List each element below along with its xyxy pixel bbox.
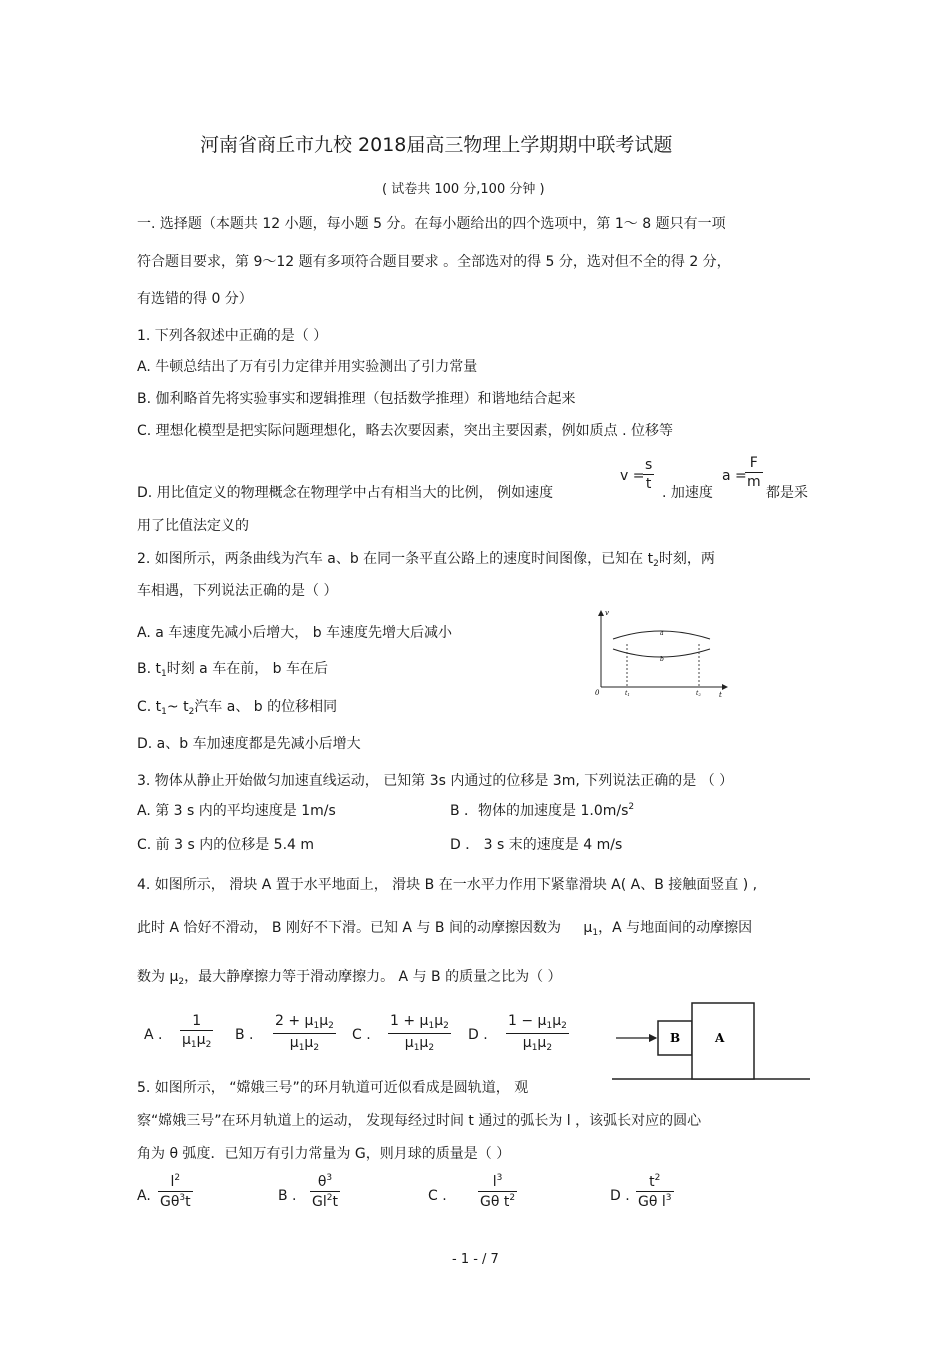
graph-t1-t: t (625, 690, 628, 697)
q5-c-num: l (492, 1174, 497, 1190)
q3-option-b-text: B ．物体的加速度是 1.0m/s (450, 803, 629, 819)
q4-stem-line-3-pre: 数为 (137, 969, 165, 985)
graph-curve-a-label: a (660, 630, 664, 637)
q4-b-den-sub2: 2 (313, 1043, 320, 1053)
q4-option-a-label: A . (144, 1027, 163, 1043)
q5-option-d-numerator (636, 1174, 674, 1191)
q2-stem-line-1 (137, 548, 715, 569)
q4-block-diagram (600, 995, 820, 1085)
q4-stem-line-2-post: ，A 与地面间的动摩擦因 (598, 920, 753, 936)
q4-c-den-mu2: μ (419, 1035, 429, 1051)
section-instruction-line-1: 一. 选择题（本题共 12 小题，每小题 5 分。在每小题给出的四个选项中，第 1～ 8 题只有一项 (137, 216, 726, 232)
q1-acceleration-lhs: a = (722, 468, 747, 484)
q4-option-c-fraction (388, 1014, 451, 1053)
q5-c-den-sup: 2 (509, 1193, 516, 1203)
q4-a-den-mu2: μ (196, 1032, 206, 1048)
q5-option-b-numerator (310, 1174, 340, 1191)
q2-option-b-subscript: 1 (161, 669, 167, 679)
page-title: 河南省商丘市九校 2018届高三物理上学期期中联考试题 (200, 134, 673, 156)
q1-acceleration-numerator: F (749, 455, 758, 471)
q1-option-d-part2: . 加速度 (662, 485, 713, 501)
q5-option-b-label: B . (278, 1188, 297, 1204)
q1-option-d-part3: 都是采 (766, 485, 808, 501)
q2-stem-t2-subscript: 2 (653, 559, 659, 569)
q2-option-c (137, 696, 337, 717)
q2-option-c-subscript-1: 1 (161, 707, 167, 717)
section-instruction-line-2: 符合题目要求，第 9～12 题有多项符合题目要求 。全部选对的得 5 分，选对但不全的得 2 分， (137, 254, 731, 270)
q4-stem-line-1: 4. 如图所示， 滑块 A 置于水平地面上， 滑块 B 在一水平力作用下紧靠滑块 A( A、B 接触面竖直 ) , (137, 877, 758, 893)
q2-option-d: D. a、b 车加速度都是先减小后增大 (137, 736, 361, 752)
q4-option-c-denominator (388, 1033, 451, 1053)
q4-d-num-sub2: 2 (561, 1021, 567, 1031)
q5-d-num-sup: 2 (654, 1173, 661, 1183)
q4-a-den-mu1: μ (182, 1032, 191, 1048)
q4-c-den-mu1: μ (404, 1035, 414, 1051)
q2-option-b (137, 658, 328, 679)
q2-option-c-mid: ~ t (166, 699, 189, 715)
q5-d-num: t (649, 1174, 655, 1190)
q5-option-c-label: C . (428, 1188, 447, 1204)
q5-a-num: l (170, 1174, 175, 1190)
page-subtitle: ( 试卷共 100 分,100 分钟 ) (382, 182, 545, 197)
q4-stem-line-2-pre: 此时 A 恰好不滑动， B 刚好不下滑。已知 A 与 B 间的动摩擦因数为 (137, 920, 561, 936)
graph-t1-sub: 1 (627, 692, 630, 697)
graph-origin-label: 0 (595, 689, 600, 697)
q5-b-den-post: t (332, 1194, 338, 1210)
q4-stem-line-3-post: ，最大静摩擦力等于滑动摩擦力。 A 与 B 的质量之比为（ ） (184, 969, 562, 985)
q1-option-a: A. 牛顿总结出了万有引力定律并用实验测出了引力常量 (137, 359, 478, 375)
q2-velocity-time-graph (585, 605, 735, 700)
q3-stem: 3. 物体从静止开始做匀加速直线运动， 已知第 3s 内通过的位移是 3m, 下列说法正确的是 （ ） (137, 773, 734, 789)
q5-b-num-sup: 3 (326, 1173, 333, 1183)
block-b-label: B (670, 1031, 681, 1045)
q4-c-den-sub1: 1 (413, 1043, 420, 1053)
page-number: - 1 - / 7 (452, 1252, 499, 1267)
q4-d-num-sub1: 1 (546, 1021, 553, 1031)
graph-t2-t: t (696, 690, 699, 697)
q4-b-num-mu2: μ (319, 1013, 329, 1029)
q3-option-d: D ． 3 s 末的速度是 4 m/s (450, 837, 623, 853)
graph-v-label: v (605, 609, 609, 617)
q4-d-den-mu1: μ (522, 1035, 532, 1051)
q4-option-b-fraction (273, 1014, 336, 1053)
q1-option-d-line2: 用了比值法定义的 (137, 518, 249, 534)
q5-a-den-post: t (185, 1194, 191, 1210)
q1-velocity-lhs: v = (620, 468, 645, 484)
q4-b-num-sub1: 1 (313, 1021, 320, 1031)
q5-option-a-label: A. (137, 1188, 151, 1204)
q4-option-b-numerator (273, 1014, 336, 1033)
q4-mu1-subscript: 1 (592, 928, 599, 938)
graph-t2-label (696, 690, 701, 697)
q5-option-c-numerator (478, 1174, 517, 1191)
q1-stem: 1. 下列各叙述中正确的是（ ） (137, 328, 328, 344)
q4-option-d-fraction (506, 1014, 569, 1053)
q2-option-b-pre: B. t (137, 661, 161, 677)
q1-acceleration-denominator: m (747, 474, 761, 490)
q4-b-den-mu1: μ (289, 1035, 299, 1051)
q3-option-b-superscript: 2 (628, 802, 635, 812)
q5-option-c-denominator (478, 1191, 517, 1209)
q5-option-d-label: D . (610, 1188, 630, 1204)
q4-b-num-sub2: 2 (328, 1021, 334, 1031)
q4-d-num-mu2: μ (552, 1013, 562, 1029)
graph-t1-label (625, 690, 630, 697)
q1-velocity-numerator: s (645, 457, 653, 473)
block-a-label: A (715, 1031, 725, 1045)
q4-c-num-mu2: μ (434, 1013, 444, 1029)
q5-option-c-fraction (478, 1174, 517, 1209)
q1-velocity-fraction (643, 458, 654, 491)
q5-d-den-sup: 3 (665, 1193, 672, 1203)
q4-b-den-mu2: μ (304, 1035, 314, 1051)
q5-d-den-pre: Gθ l (638, 1194, 666, 1210)
q4-mu2-subscript: 2 (178, 977, 185, 987)
q1-option-c: C. 理想化模型是把实际问题理想化，略去次要因素，突出主要因素，例如质点 . 位移等 (137, 423, 674, 439)
q5-b-num: θ (317, 1174, 327, 1190)
q4-option-b-label: B . (235, 1027, 254, 1043)
q4-c-num-sub2: 2 (443, 1021, 449, 1031)
q4-option-a-fraction (180, 1014, 213, 1050)
q4-a-den-sub2: 2 (205, 1040, 212, 1050)
q4-option-a-numerator: 1 (192, 1013, 202, 1029)
q4-stem-line-3 (137, 966, 562, 987)
q4-c-num-text: 1 + μ (390, 1013, 429, 1029)
q4-stem-line-2 (137, 917, 752, 938)
graph-t-label: t (719, 691, 722, 699)
q5-option-d-fraction (636, 1174, 674, 1209)
q1-option-b: B. 伽利略首先将实验事实和逻辑推理（包括数学推理）和谐地结合起来 (137, 391, 576, 407)
graph-t2-sub: 2 (698, 692, 701, 697)
q5-option-b-denominator (310, 1191, 340, 1209)
q4-option-d-numerator (506, 1014, 569, 1033)
q1-option-d-part1: D. 用比值定义的物理概念在物理学中占有相当大的比例， 例如速度 (137, 485, 554, 501)
q2-option-c-post: 汽车 a、 b 的位移相同 (194, 699, 338, 715)
q2-stem-line-2: 车相遇，下列说法正确的是（ ） (137, 583, 338, 599)
q2-option-c-pre: C. t (137, 699, 162, 715)
q3-option-c: C. 前 3 s 内的位移是 5.4 m (137, 837, 315, 853)
q4-b-den-sub1: 1 (298, 1043, 305, 1053)
q4-mu2-symbol: μ (169, 969, 179, 985)
q2-stem-line-1-text: 2. 如图所示，两条曲线为汽车 a、b 在同一条平直公路上的速度时间图像，已知在 t (137, 551, 654, 567)
q5-b-den-pre: Gl (312, 1194, 327, 1210)
q4-d-den-sub1: 1 (531, 1043, 538, 1053)
q4-c-num-sub1: 1 (428, 1021, 435, 1031)
q4-a-den-sub1: 1 (190, 1040, 197, 1050)
q4-mu1 (583, 920, 598, 936)
q5-option-b-fraction (310, 1174, 340, 1209)
q1-velocity-denominator: t (643, 474, 654, 491)
q4-option-c-numerator (388, 1014, 451, 1033)
q5-option-a-denominator (158, 1191, 193, 1209)
q5-a-den-sup: 3 (179, 1193, 186, 1203)
q5-a-den-pre: Gθ (160, 1194, 180, 1210)
q4-mu2 (169, 969, 184, 985)
q5-option-d-denominator (636, 1191, 674, 1209)
q3-option-a: A. 第 3 s 内的平均速度是 1m/s (137, 803, 336, 819)
q5-stem-line-2: 察“嫦娥三号”在环月轨道上的运动， 发现每经过时间 t 通过的弧长为 l ，该弧长对应的圆心 (137, 1113, 702, 1129)
q4-option-d-denominator (506, 1033, 569, 1053)
q5-c-num-sup: 3 (496, 1173, 503, 1183)
q4-d-den-mu2: μ (537, 1035, 547, 1051)
q2-option-b-post: 时刻 a 车在前， b 车在后 (166, 661, 329, 677)
q3-option-b (450, 800, 634, 820)
q5-option-a-numerator (158, 1174, 193, 1191)
section-instruction-line-3: 有选错的得 0 分） (137, 291, 253, 307)
q2-stem-line-1-end: 时刻，两 (658, 551, 715, 567)
q4-b-num-text: 2 + μ (275, 1013, 314, 1029)
q2-option-a: A. a 车速度先减小后增大， b 车速度先增大后减小 (137, 625, 453, 641)
q5-stem-line-3: 角为 θ 弧度．已知万有引力常量为 G，则月球的质量是（ ） (137, 1146, 511, 1162)
q4-c-den-sub2: 2 (428, 1043, 435, 1053)
q1-acceleration-fraction (745, 456, 763, 489)
q4-option-a-denominator (180, 1030, 213, 1050)
q4-option-c-label: C . (352, 1027, 371, 1043)
q4-option-b-denominator (273, 1033, 336, 1053)
graph-curve-b-label: b (660, 656, 664, 663)
q5-b-den-sup: 2 (326, 1193, 333, 1203)
q5-c-den-pre: Gθ t (480, 1194, 510, 1210)
q2-option-c-subscript-2: 2 (188, 707, 195, 717)
q4-mu1-symbol: μ (583, 920, 593, 936)
q4-d-den-sub2: 2 (546, 1043, 553, 1053)
q5-stem-line-1: 5. 如图所示， “嫦娥三号”的环月轨道可近似看成是圆轨道， 观 (137, 1080, 529, 1096)
q4-d-num-text: 1 − μ (508, 1013, 547, 1029)
q4-option-d-label: D . (468, 1027, 488, 1043)
q5-a-num-sup: 2 (174, 1173, 181, 1183)
q5-option-a-fraction (158, 1174, 193, 1209)
